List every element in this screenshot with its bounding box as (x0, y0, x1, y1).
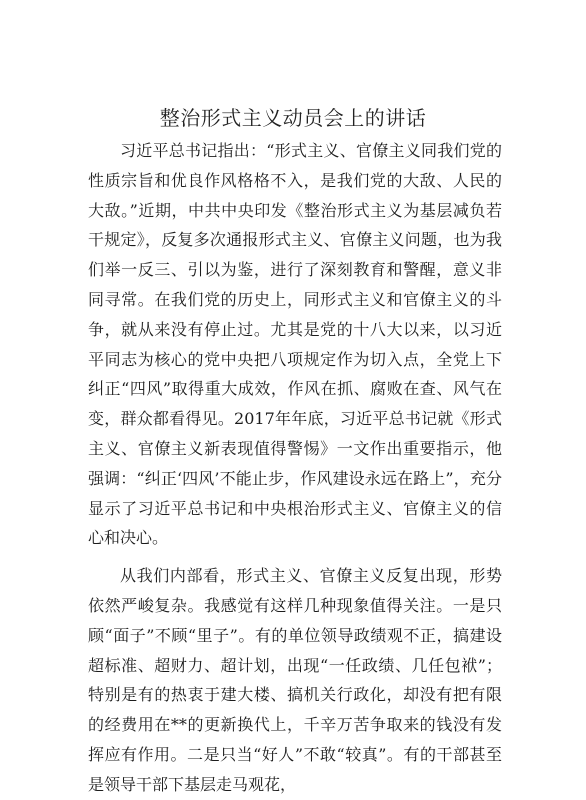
document-title: 整治形式主义动员会上的讲话 (159, 106, 427, 130)
paragraph-1: 习近平总书记指出：“形式主义、官僚主义同我们党的性质宗旨和优良作风格格不入，是我们党的大敌、人民的大敌。”近期，中共中央印发《整治形式主义为基层减负若干规定》，反复多次通报形式主义、官僚主义问题，也为我们举一反三、引以为鉴，进行了深刻教育和警醒，意义非同寻常。在我们党的历史上，同形式主义和官僚主义的斗争，就从来没有停止过。尤其是党的十八大以来，以习近平同志为核心的党中央把八项规定作为切入点，全党上下纠正“四风”取得重大成效，作风在抓、腐败在查、风气在变，群众都看得见。2017年年底，习近平总书记就《形式主义、官僚主义新表现值得警惕》一文作出重要指示，他强调：“纠正‘四风’不能止步，作风建设永远在路上”，充分显示了习近平总书记和中央根治形式主义、官僚主义的信心和决心。 (88, 141, 502, 548)
paragraph-2: 从我们内部看，形式主义、官僚主义反复出现，形势依然严峻复杂。我感觉有这样几种现象值得关注。一是只顾“面子”不顾“里子”。有的单位领导政绩观不正，搞建设超标准、超财力、超计划，出现“一任政绩、几任包袱”；特别是有的热衷于建大楼、搞机关行政化，却没有把有限的经费用在**的更新换代上，千辛万苦争取来的钱没有发挥应有作用。二是只当“好人”不敢“较真”。有的干部甚至是领导干部下基层走马观花， (88, 566, 502, 794)
document-body (88, 136, 502, 800)
